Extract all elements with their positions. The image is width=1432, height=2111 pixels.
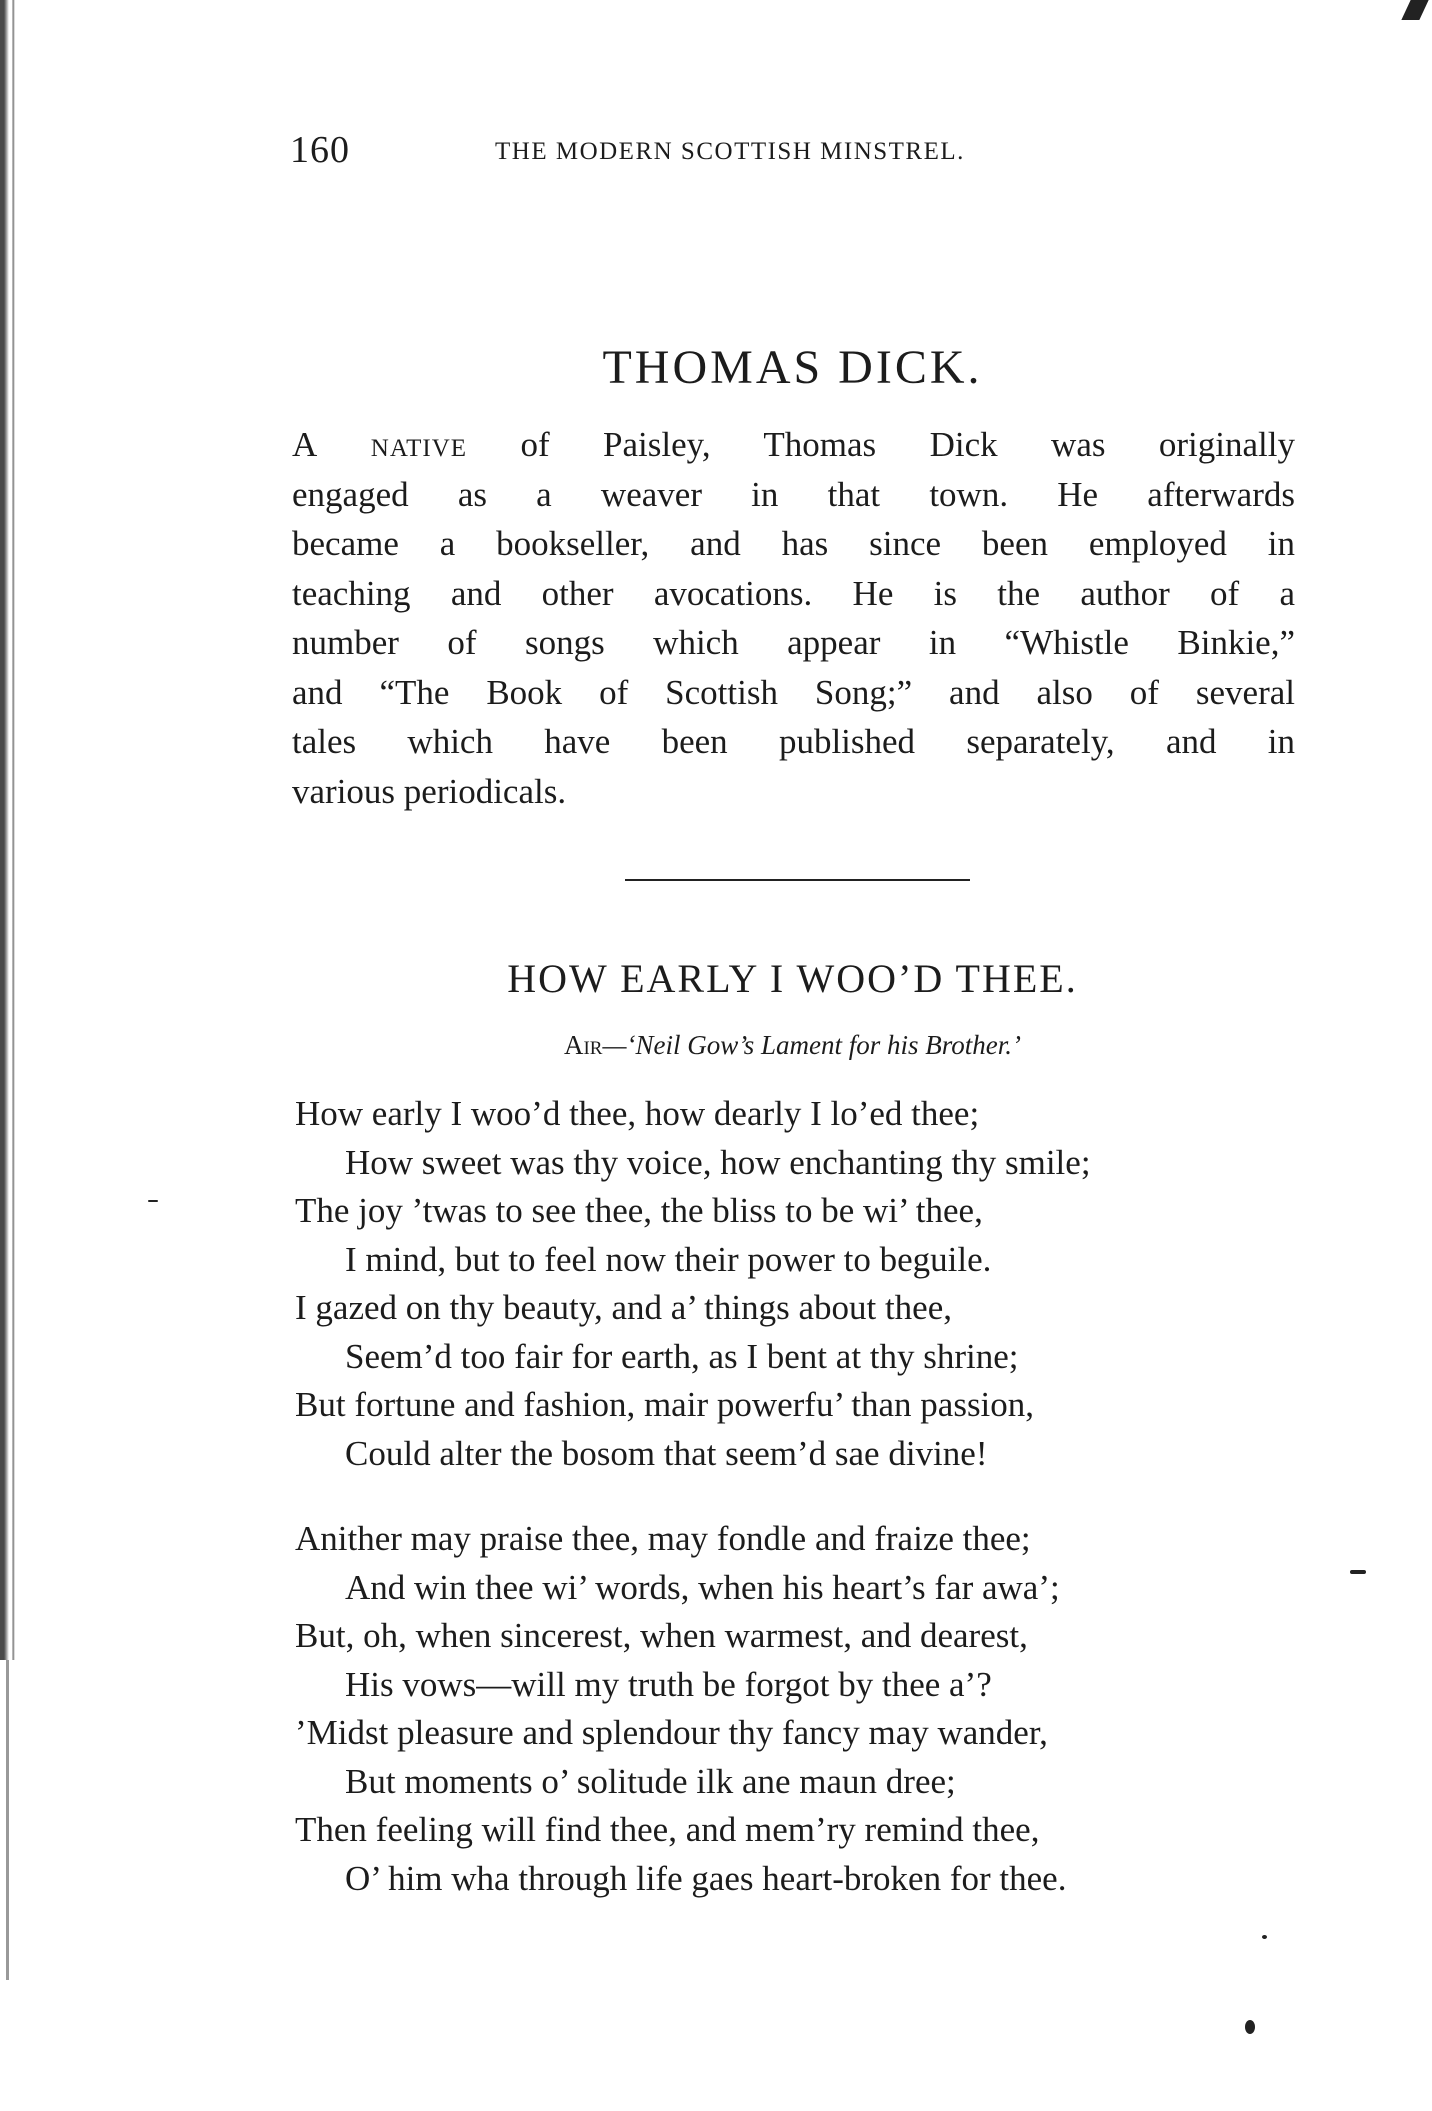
bio-line: number of songs which appear in “Whistle Binkie,”	[292, 623, 1295, 662]
author-heading: THOMAS DICK.	[602, 341, 983, 394]
bio-line: and “The Book of Scottish Song;” and also of several	[292, 672, 1295, 712]
air-label: Air	[563, 1030, 603, 1060]
bio-line: various periodicals.	[292, 771, 567, 811]
bio-line: became a bookseller, and has since been employed in	[292, 524, 1295, 563]
verse-line: How early I woo’d thee, how dearly I lo’ed thee;	[295, 1094, 980, 1133]
bio-line	[292, 420, 1295, 470]
page-number: 160	[290, 129, 350, 171]
verse-line: I mind, but to feel now their power to beguile.	[345, 1239, 992, 1279]
verse-line: Could alter the bosom that seem’d sae divine!	[345, 1433, 988, 1473]
song-air-note	[290, 1030, 1295, 1061]
bio-line: teaching and other avocations. He is the author of a	[292, 573, 1295, 613]
verse-line: Seem’d too fair for earth, as I bent at thy shrine;	[345, 1336, 1019, 1376]
ink-speck	[1262, 1935, 1267, 1939]
ink-speck	[148, 1200, 158, 1202]
stanza-2	[295, 1515, 1335, 1903]
scan-binding-edge	[0, 0, 22, 1660]
verse-line: The joy ’twas to see thee, the bliss to be wi’ thee,	[295, 1191, 983, 1230]
running-title: THE MODERN SCOTTISH MINSTREL.	[495, 138, 965, 165]
verse-line: I gazed on thy beauty, and a’ things about thee,	[295, 1288, 953, 1327]
scan-binding-edge-lower	[6, 1660, 9, 1980]
bio-lead-smallcaps: A native	[292, 425, 468, 464]
verse-line: How sweet was thy voice, how enchanting thy smile;	[345, 1142, 1091, 1182]
scan-corner-mark	[1401, 0, 1428, 20]
verse-line: And win thee wi’ words, when his heart’s far awa’;	[345, 1567, 1060, 1607]
verse-line: His vows—will my truth be forgot by thee a’?	[345, 1664, 992, 1704]
ink-speck	[1245, 2020, 1255, 2034]
bio-line-text: of Paisley, Thomas Dick was originally	[467, 425, 1295, 464]
verse-line: But moments o’ solitude ilk ane maun dree;	[345, 1761, 956, 1801]
author-biography	[292, 420, 1295, 816]
bio-line: tales which have been published separately, and in	[292, 722, 1295, 761]
verse-line: But, oh, when sincerest, when warmest, and dearest,	[295, 1616, 1028, 1655]
verse-line: Then feeling will find thee, and mem’ry remind thee,	[295, 1810, 1040, 1849]
song-title: HOW EARLY I WOO’D THEE.	[507, 956, 1078, 1001]
verse-line: ’Midst pleasure and splendour thy fancy may wander,	[295, 1713, 1048, 1752]
verse-line: Anither may praise thee, may fondle and fraize thee;	[295, 1519, 1031, 1558]
verse-line: O’ him wha through life gaes heart-broken for thee.	[345, 1858, 1067, 1898]
ink-speck	[1350, 1570, 1366, 1574]
bio-line: engaged as a weaver in that town. He afterwards	[292, 474, 1295, 514]
verse-line: But fortune and fashion, mair powerfu’ than passion,	[295, 1385, 1035, 1424]
section-divider	[625, 879, 970, 881]
stanza-1	[295, 1090, 1335, 1478]
running-head	[290, 128, 1090, 178]
air-name: —‘Neil Gow’s Lament for his Brother.’	[602, 1030, 1022, 1060]
